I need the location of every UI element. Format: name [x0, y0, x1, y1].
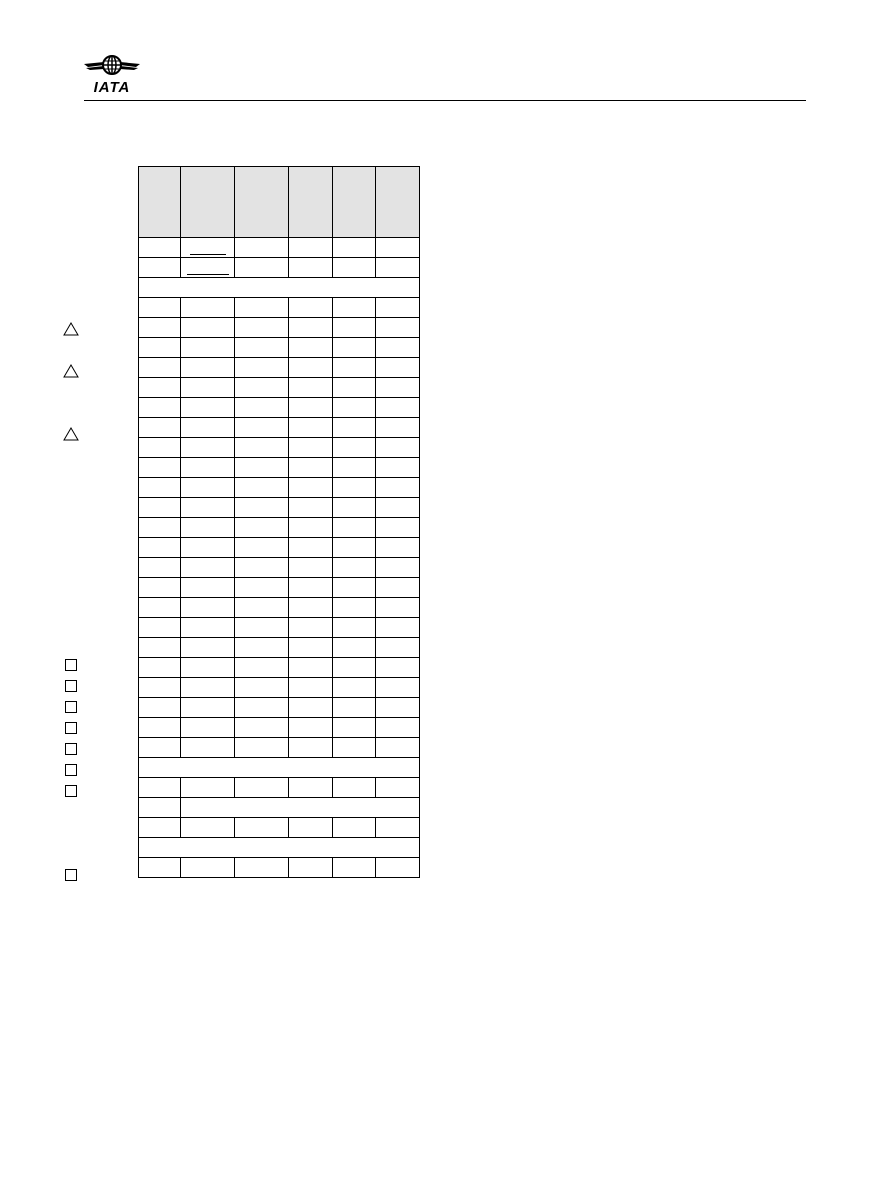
table-cell — [235, 238, 289, 258]
table-row — [139, 398, 420, 418]
table-cell — [235, 638, 289, 658]
table-cell — [376, 858, 420, 878]
table-cell — [139, 838, 420, 858]
table-cell — [289, 418, 333, 438]
table-cell — [333, 298, 376, 318]
table-row — [139, 458, 420, 478]
table-cell — [376, 318, 420, 338]
table-cell — [139, 318, 181, 338]
checkbox-marker-icon — [65, 659, 77, 671]
table-row — [139, 678, 420, 698]
table-row — [139, 518, 420, 538]
table-cell — [235, 698, 289, 718]
table-cell — [333, 658, 376, 678]
header-cell — [376, 167, 420, 238]
table-cell — [376, 618, 420, 638]
checkbox-marker-icon — [65, 764, 77, 776]
table-row — [139, 318, 420, 338]
table-cell — [289, 318, 333, 338]
checkbox-marker-icon — [65, 701, 77, 713]
table-cell — [235, 778, 289, 798]
table-cell — [376, 578, 420, 598]
table-cell — [235, 438, 289, 458]
table-cell — [376, 518, 420, 538]
table-row — [139, 598, 420, 618]
table-cell — [139, 778, 181, 798]
table-cell — [289, 498, 333, 518]
table-cell — [139, 258, 181, 278]
table-cell — [235, 718, 289, 738]
logo-wordmark: IATA — [93, 79, 131, 96]
table-cell — [235, 458, 289, 478]
table-cell — [376, 718, 420, 738]
header-cell — [289, 167, 333, 238]
table-cell — [181, 718, 235, 738]
table-cell — [235, 618, 289, 638]
table-cell — [139, 598, 181, 618]
table-cell — [139, 358, 181, 378]
table-cell — [139, 758, 420, 778]
table-cell — [289, 538, 333, 558]
table-cell — [333, 718, 376, 738]
table-cell — [181, 578, 235, 598]
checkbox-marker-icon — [65, 785, 77, 797]
table-cell — [139, 738, 181, 758]
table-row — [139, 618, 420, 638]
table-section-row — [139, 838, 420, 858]
table-row — [139, 258, 420, 278]
table-cell — [235, 558, 289, 578]
table-cell — [289, 478, 333, 498]
table-cell — [139, 698, 181, 718]
table-cell — [139, 438, 181, 458]
table-cell — [235, 478, 289, 498]
table-cell — [289, 598, 333, 618]
table-header-row — [139, 167, 420, 238]
table-cell — [181, 558, 235, 578]
underline-field — [190, 240, 226, 255]
table-cell — [139, 498, 181, 518]
table-row — [139, 658, 420, 678]
table-cell — [181, 378, 235, 398]
table-row — [139, 378, 420, 398]
table-cell — [235, 298, 289, 318]
table-cell — [139, 658, 181, 678]
table-cell — [181, 738, 235, 758]
table-cell — [376, 778, 420, 798]
table-cell — [376, 738, 420, 758]
table-section-row — [139, 278, 420, 298]
table-cell — [333, 558, 376, 578]
table-cell — [289, 338, 333, 358]
table-cell — [139, 518, 181, 538]
table-cell — [376, 398, 420, 418]
table-cell — [181, 678, 235, 698]
table-cell — [181, 478, 235, 498]
table-row — [139, 538, 420, 558]
table-cell — [139, 458, 181, 478]
table-cell — [181, 238, 235, 258]
table-row — [139, 818, 420, 838]
checkbox-marker-icon — [65, 743, 77, 755]
table-cell — [376, 678, 420, 698]
table-cell — [333, 858, 376, 878]
table-cell — [333, 398, 376, 418]
table-cell — [289, 718, 333, 738]
table-cell — [181, 538, 235, 558]
table-row — [139, 778, 420, 798]
table-cell — [376, 538, 420, 558]
table-cell — [139, 558, 181, 578]
table-cell — [289, 558, 333, 578]
table-cell — [181, 598, 235, 618]
table-cell — [333, 638, 376, 658]
table-cell — [235, 338, 289, 358]
table-cell — [139, 238, 181, 258]
table-cell — [139, 818, 181, 838]
table-cell — [139, 578, 181, 598]
table-row — [139, 338, 420, 358]
table-cell — [289, 398, 333, 418]
table-cell — [289, 778, 333, 798]
table-cell — [333, 498, 376, 518]
triangle-marker-icon — [63, 364, 79, 378]
table-row — [139, 558, 420, 578]
table-cell — [235, 498, 289, 518]
table-cell — [181, 358, 235, 378]
page-header — [0, 0, 891, 104]
table-cell — [139, 718, 181, 738]
table-cell — [181, 338, 235, 358]
table-cell — [139, 298, 181, 318]
globe-wings-icon — [82, 52, 142, 82]
table-cell — [376, 698, 420, 718]
table-cell — [181, 658, 235, 678]
table-cell — [181, 418, 235, 438]
table-cell — [235, 678, 289, 698]
table-row — [139, 578, 420, 598]
table-cell — [181, 818, 235, 838]
table-cell — [235, 258, 289, 278]
table-cell — [333, 678, 376, 698]
table-cell — [376, 378, 420, 398]
table-cell — [139, 378, 181, 398]
table-cell — [235, 518, 289, 538]
underline-field — [187, 260, 229, 275]
table-cell — [235, 858, 289, 878]
table-cell — [376, 558, 420, 578]
table-cell — [333, 698, 376, 718]
table-cell — [139, 418, 181, 438]
table-cell — [289, 738, 333, 758]
table-cell — [235, 658, 289, 678]
table-cell — [139, 478, 181, 498]
table-cell — [181, 858, 235, 878]
table-cell — [235, 538, 289, 558]
table-cell — [333, 538, 376, 558]
table-row — [139, 718, 420, 738]
table-cell — [181, 778, 235, 798]
data-table — [138, 166, 420, 878]
table-cell — [289, 358, 333, 378]
table-row — [139, 498, 420, 518]
table-cell — [289, 858, 333, 878]
table-cell — [181, 298, 235, 318]
table-cell — [139, 398, 181, 418]
table-cell — [181, 258, 235, 278]
table-cell — [376, 298, 420, 318]
header-rule — [84, 100, 806, 101]
table-cell — [139, 538, 181, 558]
table-cell — [333, 238, 376, 258]
table-cell — [289, 438, 333, 458]
table-row — [139, 698, 420, 718]
checkbox-marker-icon — [65, 869, 77, 881]
triangle-marker-icon — [63, 427, 79, 441]
table-cell — [181, 638, 235, 658]
table-cell — [289, 698, 333, 718]
table-row — [139, 438, 420, 458]
table-cell — [333, 338, 376, 358]
table-cell — [235, 398, 289, 418]
table-row — [139, 738, 420, 758]
table-cell — [376, 638, 420, 658]
header-cell — [181, 167, 235, 238]
table-cell — [289, 638, 333, 658]
table-cell — [333, 778, 376, 798]
table-cell — [181, 498, 235, 518]
table-row — [139, 298, 420, 318]
table-cell — [289, 518, 333, 538]
header-cell — [139, 167, 181, 238]
table-cell — [333, 818, 376, 838]
table-cell — [376, 498, 420, 518]
table-cell — [376, 478, 420, 498]
table-row — [139, 638, 420, 658]
table-cell — [376, 458, 420, 478]
triangle-marker-icon — [63, 322, 79, 336]
table-row — [139, 358, 420, 378]
table-cell — [139, 798, 181, 818]
table-cell — [289, 578, 333, 598]
table-cell — [235, 738, 289, 758]
header-cell — [333, 167, 376, 238]
table-cell — [139, 858, 181, 878]
table-cell — [333, 618, 376, 638]
table-cell — [289, 378, 333, 398]
table-cell — [235, 318, 289, 338]
table-cell — [181, 618, 235, 638]
table-cell — [333, 458, 376, 478]
table-cell — [139, 338, 181, 358]
table-cell — [376, 358, 420, 378]
table-cell — [235, 358, 289, 378]
table-cell — [376, 658, 420, 678]
table-cell — [181, 398, 235, 418]
table-cell — [333, 358, 376, 378]
table-cell — [376, 338, 420, 358]
table-cell — [376, 238, 420, 258]
table-cell — [333, 518, 376, 538]
table-cell — [289, 618, 333, 638]
table-cell — [289, 678, 333, 698]
table-cell — [376, 258, 420, 278]
table-row — [139, 478, 420, 498]
table-cell — [333, 258, 376, 278]
table-cell — [289, 458, 333, 478]
table-cell — [289, 238, 333, 258]
table-cell — [181, 318, 235, 338]
table-cell — [235, 578, 289, 598]
table-cell — [289, 298, 333, 318]
table-cell — [333, 478, 376, 498]
table-cell — [289, 818, 333, 838]
table-row — [139, 858, 420, 878]
table-row — [139, 418, 420, 438]
header-cell — [235, 167, 289, 238]
table-section-row — [139, 758, 420, 778]
table-cell — [235, 598, 289, 618]
checkbox-marker-icon — [65, 680, 77, 692]
table-cell — [333, 738, 376, 758]
table-cell — [181, 798, 420, 818]
table-cell — [139, 678, 181, 698]
table-cell — [235, 418, 289, 438]
table-cell — [333, 418, 376, 438]
table-cell — [181, 518, 235, 538]
table-row — [139, 238, 420, 258]
checkbox-marker-icon — [65, 722, 77, 734]
table-cell — [235, 818, 289, 838]
table-cell — [376, 418, 420, 438]
table-cell — [181, 698, 235, 718]
table-cell — [333, 598, 376, 618]
table-cell — [333, 578, 376, 598]
table-cell — [376, 598, 420, 618]
table-row — [139, 798, 420, 818]
table-cell — [139, 638, 181, 658]
table-cell — [333, 438, 376, 458]
table-cell — [289, 658, 333, 678]
table-cell — [376, 818, 420, 838]
table-cell — [235, 378, 289, 398]
table-cell — [289, 258, 333, 278]
table-cell — [139, 278, 420, 298]
table-cell — [139, 618, 181, 638]
table-cell — [181, 458, 235, 478]
table-cell — [376, 438, 420, 458]
table-cell — [333, 318, 376, 338]
table-cell — [181, 438, 235, 458]
table-cell — [333, 378, 376, 398]
iata-logo — [82, 52, 142, 96]
